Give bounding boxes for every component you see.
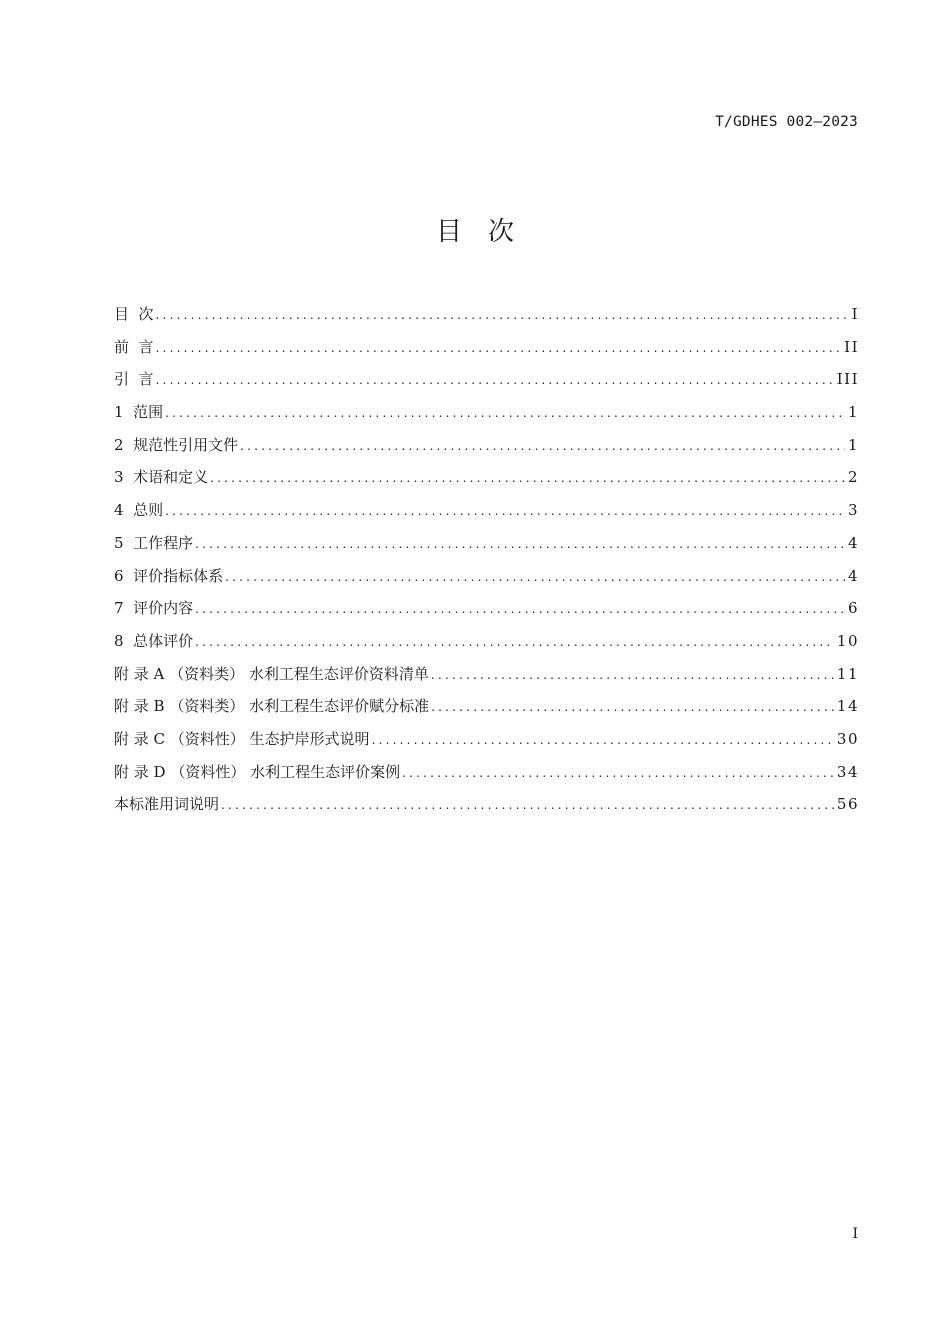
toc-dot-leader [431, 659, 834, 691]
toc-entry-page: I [851, 305, 859, 323]
toc-entry[interactable] [114, 658, 859, 691]
toc-entry[interactable] [114, 592, 859, 625]
toc-entry-label: 6 评价指标体系 [114, 566, 224, 585]
toc-entry-label: 2 规范性引用文件 [114, 435, 239, 454]
toc-dot-leader [156, 299, 849, 331]
toc-entry[interactable] [114, 363, 859, 396]
toc-dot-leader [431, 691, 834, 723]
toc-entry-label: 8 总体评价 [114, 631, 194, 650]
toc-entry-label: 7 评价内容 [114, 599, 194, 618]
toc-entry-page: 1 [847, 403, 859, 422]
toc-entry[interactable] [114, 756, 859, 789]
document-code: T/GDHES 002—2023 [715, 114, 858, 130]
toc-dot-leader [156, 364, 834, 396]
page-number: I [852, 1226, 858, 1242]
toc-entry[interactable] [114, 625, 859, 658]
toc-entry[interactable] [114, 690, 859, 723]
toc-entry-page: 4 [847, 533, 859, 552]
toc-entry-label: 附 录 C （资料性） 生态护岸形式说明 [114, 729, 370, 748]
toc-dot-leader [372, 724, 834, 756]
toc-dot-leader [402, 757, 834, 789]
toc-entry[interactable] [114, 298, 859, 331]
toc-entry-page: 4 [847, 566, 859, 585]
toc-entry[interactable] [114, 527, 859, 560]
toc-entry-page: 3 [847, 501, 859, 520]
toc-dot-leader [195, 593, 845, 625]
toc-entry-page: 11 [836, 664, 859, 683]
toc-entry-page: II [844, 337, 859, 356]
toc-entry-page: 6 [847, 599, 859, 618]
toc-entry-page: 34 [836, 762, 859, 781]
toc-entry-label: 附 录 A （资料类） 水利工程生态评价资料清单 [114, 664, 429, 683]
toc-entry[interactable] [114, 494, 859, 527]
toc-entry-label: 4 总则 [114, 501, 164, 520]
toc-entry-label: 本标准用词说明 [114, 795, 220, 814]
toc-dot-leader [210, 462, 845, 494]
toc-entry[interactable] [114, 560, 859, 593]
toc-dot-leader [195, 626, 834, 658]
toc-entry-label: 5 工作程序 [114, 533, 194, 552]
toc-entry[interactable] [114, 723, 859, 756]
toc-entry-page: 30 [836, 729, 859, 748]
toc-entry[interactable] [114, 461, 859, 494]
toc-entry-label: 1 范围 [114, 403, 164, 422]
toc-dot-leader [165, 397, 845, 429]
table-of-contents [114, 298, 859, 821]
toc-entry-page: 56 [836, 795, 859, 814]
toc-entry-page: 14 [836, 697, 859, 716]
toc-entry-page: 2 [847, 468, 859, 487]
toc-entry-page: III [836, 370, 859, 389]
toc-dot-leader [240, 430, 845, 462]
toc-entry-label: 附 录 B （资料类） 水利工程生态评价赋分标准 [114, 697, 430, 716]
page-title: 目次 [435, 217, 540, 247]
toc-entry-label: 前 言 [114, 337, 154, 356]
toc-dot-leader [195, 528, 845, 560]
toc-entry-label: 3 术语和定义 [114, 468, 209, 487]
toc-entry[interactable] [114, 396, 859, 429]
toc-dot-leader [156, 332, 842, 364]
toc-entry[interactable] [114, 429, 859, 462]
toc-entry-page: 10 [836, 631, 859, 650]
toc-entry-page: 1 [847, 435, 859, 454]
toc-dot-leader [221, 789, 834, 821]
toc-dot-leader [225, 561, 845, 593]
toc-entry[interactable] [114, 788, 859, 821]
toc-entry-label: 目 次 [114, 305, 154, 323]
toc-entry-label: 附 录 D （资料性） 水利工程生态评价案例 [114, 762, 401, 781]
toc-entry[interactable] [114, 331, 859, 364]
toc-dot-leader [165, 495, 845, 527]
toc-entry-label: 引 言 [114, 370, 154, 389]
